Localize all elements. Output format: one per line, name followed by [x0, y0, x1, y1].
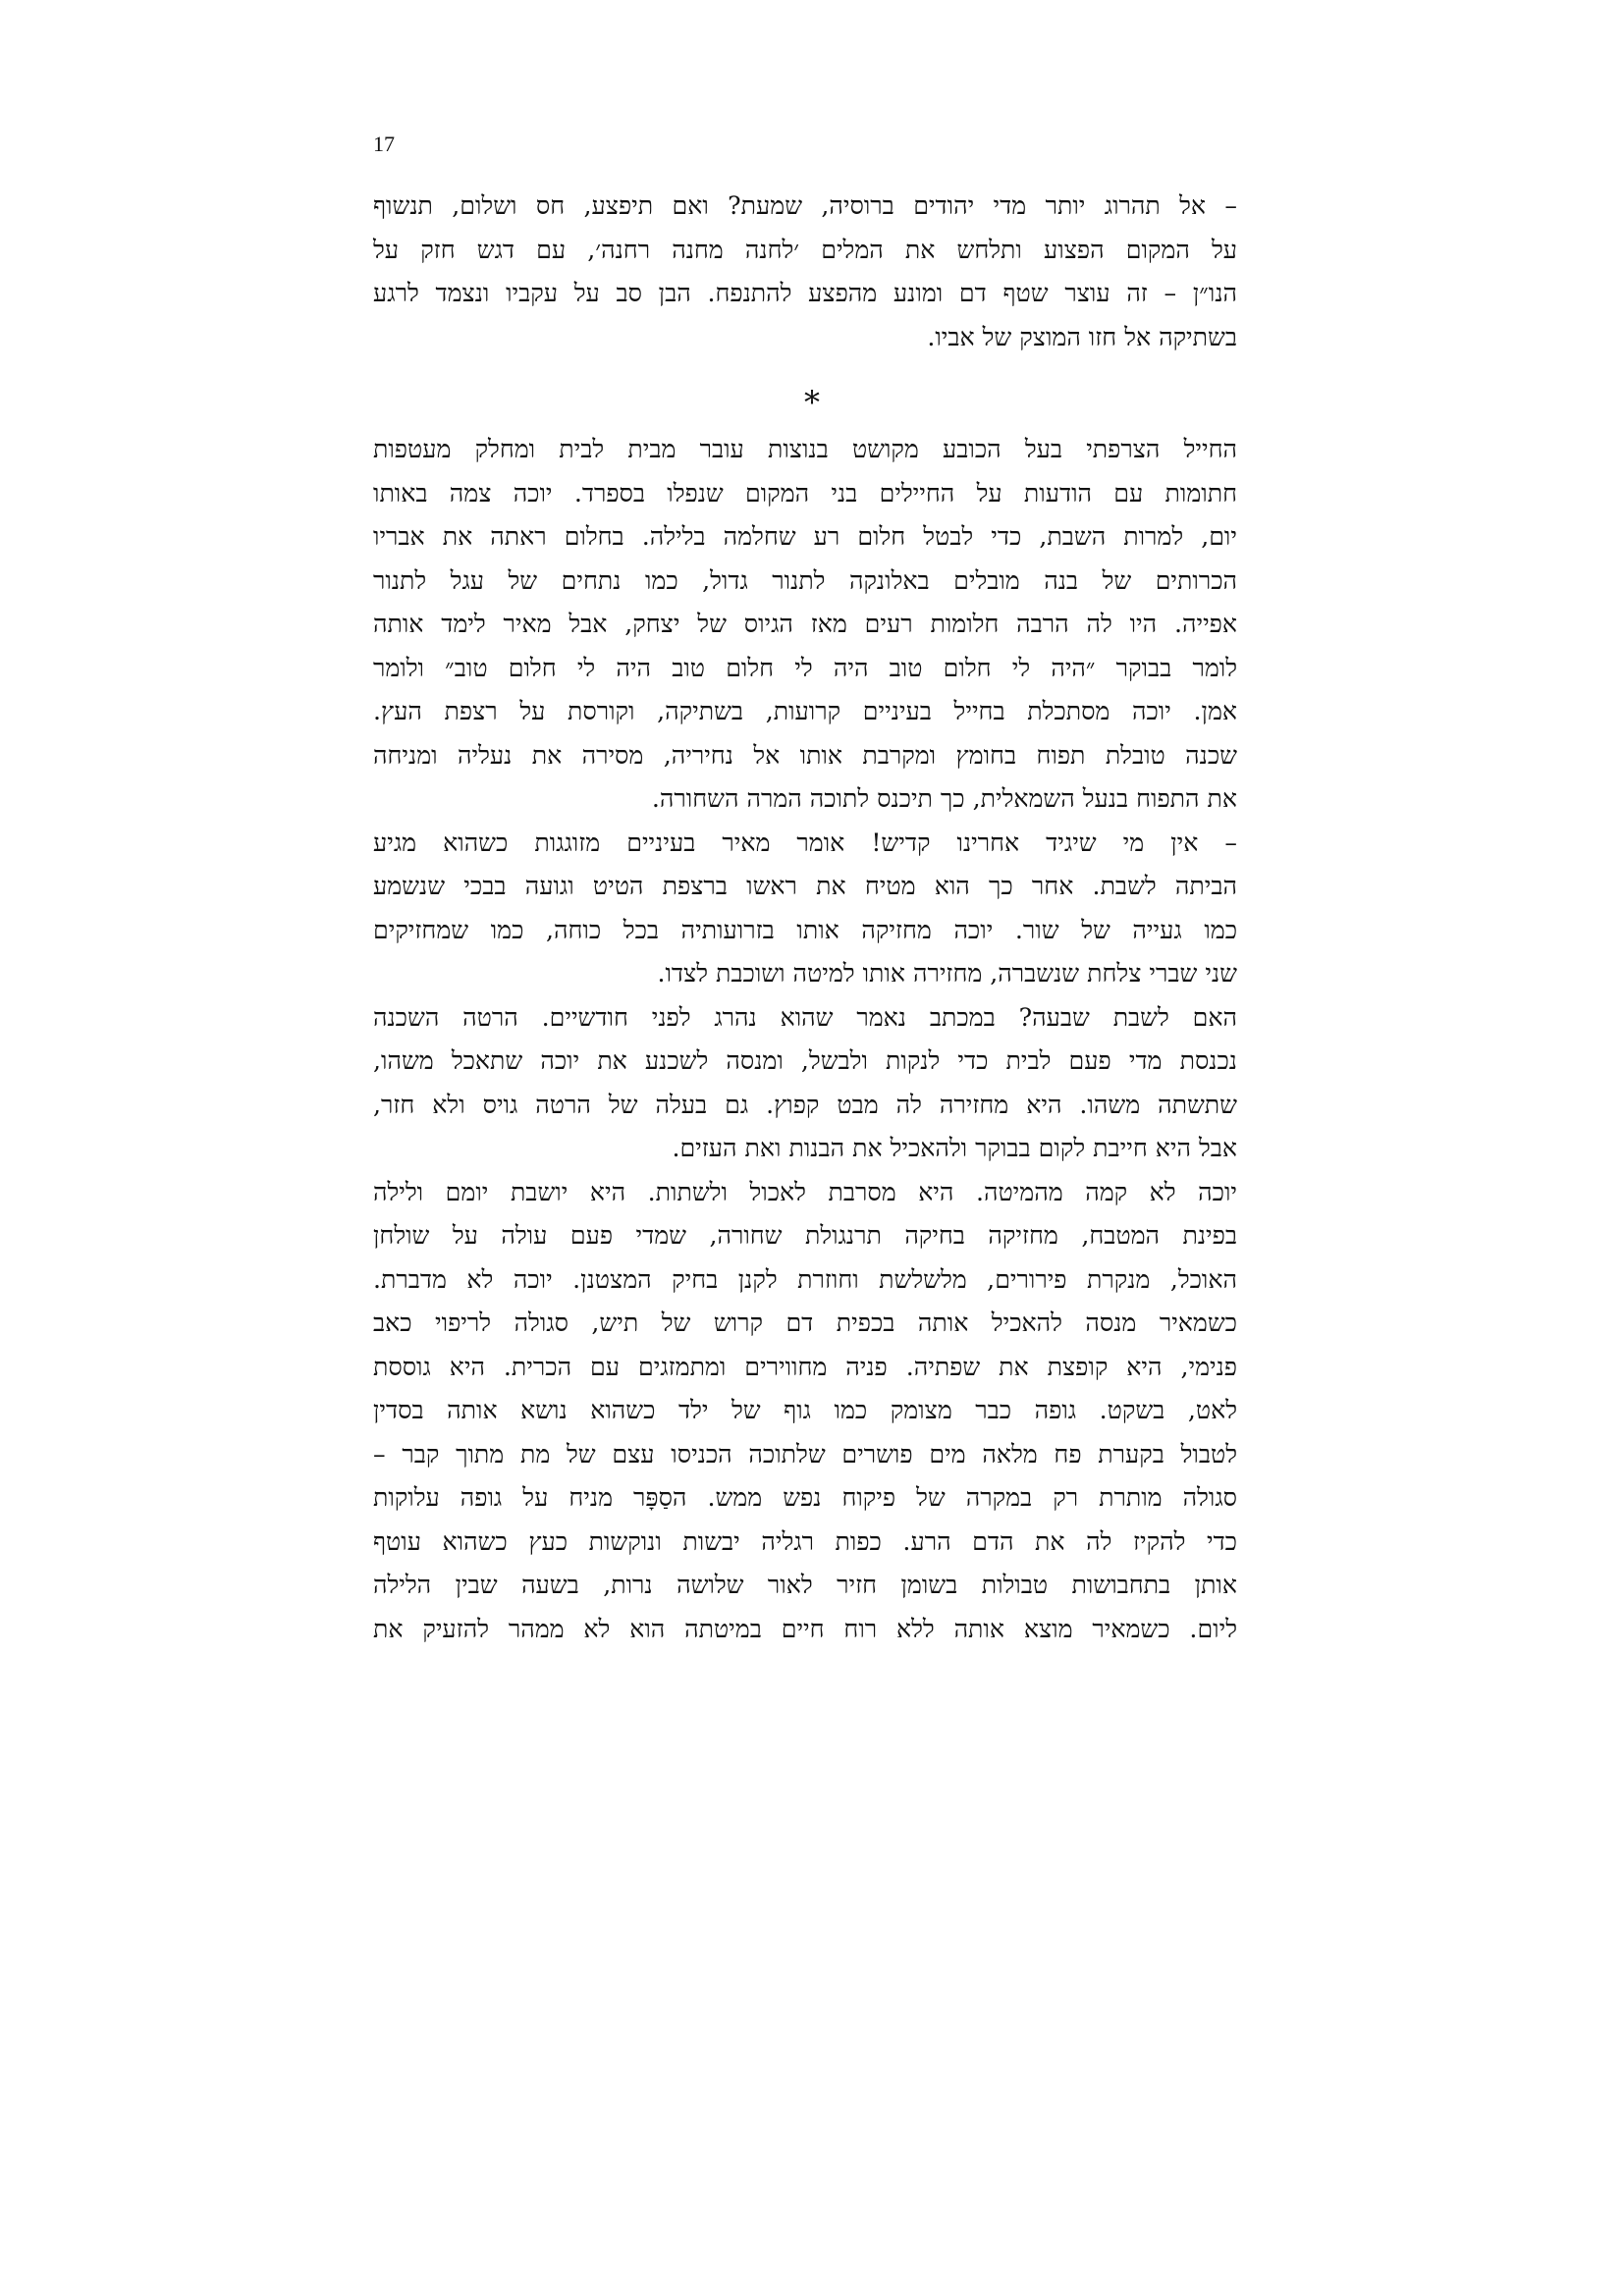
text-line: – אל תהרוג יותר מדי יהודים ברוסיה, שמעת? ואם תיפצע, חס ושלום, תנשוף [373, 191, 1237, 220]
text-line: את התפוח בנעל השמאלית, כך תיכנס לתוכה המרה השחורה. [651, 784, 1237, 813]
text-line: בפינת המטבח, מחזיקה בחיקה תרנגולת שחורה, שמדי פעם עולה על שולחן [373, 1221, 1237, 1250]
text-line: אותן בתחבושות טבולות בשומן חזיר לאור שלושה נרות, בשעה שבין הלילה [373, 1571, 1237, 1599]
text-line: שני שברי צלחת שנשברה, מחזירה אותו למיטה ושוכבת לצדו. [657, 959, 1237, 988]
text-line: על המקום הפצוע ותלחש את המלים ׳לחנה מחנה רחנה׳, עם דגש חזק על [373, 235, 1237, 264]
text-line: הביתה לשבת. אחר כך הוא מטיח את ראשו ברצפת הטיט וגועה בבכי שנשמע [373, 872, 1237, 900]
text-line: אפייה. היו לה הרבה חלומות רעים מאז הגיוס של יצחק, אבל מאיר לימד אותה [373, 610, 1237, 638]
text-line: החייל הצרפתי בעל הכובע מקושט בנוצות עובר מבית לבית ומחלק מעטפות [373, 435, 1237, 463]
text-line: כשמאיר מנסה להאכיל אותה בכפית דם קרוש של תיש, סגולה לריפוי כאב [373, 1308, 1237, 1337]
text-line: חתומות עם הודעות על החיילים בני המקום שנפלו בספרד. יוכה צמה באותו [373, 478, 1237, 507]
main-text [373, 428, 1237, 1651]
text-line: בשתיקה אל חזו המוצק של אביו. [927, 322, 1237, 351]
text-line: פנימי, היא קופצת את שפתיה. פניה מחווירים ומתמזגים עם הכרית. היא גוססת [373, 1352, 1237, 1381]
text-line: האם לשבת שבעה? במכתב נאמר שהוא נהרג לפני חודשיים. הרטה השכנה [373, 1002, 1237, 1032]
text-line: האוכל, מנקרת פירורים, מלשלשת וחוזרת לקנן בחיק המצטנן. יוכה לא מדברת. [373, 1264, 1237, 1294]
page-number: 17 [373, 132, 395, 156]
text-line: אבל היא חייבת לקום בבוקר ולהאכיל את הבנות ואת העזים. [672, 1134, 1237, 1162]
text-line: הכרותים של בנה מובלים באלונקה לתנור גדול, כמו נתחים של עגל לתנור [373, 565, 1237, 595]
text-line: – אין מי שיגיד אחרינו קדיש! אומר מאיר בעיניים מזוגגות כשהוא מגיע [373, 828, 1237, 857]
text-line: יוכה לא קמה מהמיטה. היא מסרבת לאכול ולשתות. היא יושבת יומם ולילה [373, 1177, 1237, 1206]
text-line: לטבול בקערת פח מלאה מים פושרים שלתוכה הכניסו עצם של מת מתוך קבר – [373, 1439, 1237, 1468]
text-line: הנו״ן – זה עוצר שטף דם ומונע מהפצע להתנפח. הבן סב על עקביו ונצמד לרגע [373, 279, 1237, 307]
text-line: נכנסת מדי פעם לבית כדי לנקות ולבשל, ומנסה לשכנע את יוכה שתאכל משהו, [373, 1046, 1237, 1075]
text-line: כדי להקיז לה את הדם הרע. כפות רגליה יבשות ונוקשות כעץ כשהוא עוטף [373, 1526, 1237, 1556]
text-line: שכנה טובלת תפוח בחומץ ומקרבת אותו אל נחיריה, מסירה את נעליה ומניחה [373, 740, 1237, 770]
text-line: סגולה מותרת רק במקרה של פיקוח נפש ממש. הסַפָּר מניח על גופה עלוקות [373, 1483, 1237, 1512]
text-line: יום, למרות השבת, כדי לבטל חלום רע שחלמה בלילה. בחלום ראתה את אבריו [373, 522, 1237, 551]
text-line: ליום. כשמאיר מוצא אותה ללא רוח חיים במיטתה הוא לא ממהר להזעיק את [373, 1614, 1237, 1643]
text-line: לומר בבוקר ״היה לי חלום טוב היה לי חלום טוב היה לי חלום טוב״ ולומר [373, 653, 1238, 682]
opening-paragraph [373, 185, 1237, 359]
text-line: כמו געייה של שור. יוכה מחזיקה אותו בזרועותיה בכל כוחה, כמו שמחזיקים [373, 915, 1237, 944]
section-divider: * [804, 384, 820, 421]
text-line: אמן. יוכה מסתכלת בחייל בעיניים קרועות, בשתיקה, וקורסת על רצפת העץ. [373, 697, 1237, 725]
text-line: לאט, בשקט. גופה כבר מצומק כמו גוף של ילד כשהוא נושא אותה בסדין [373, 1396, 1237, 1424]
text-line: שתשתה משהו. היא מחזירה לה מבט קפוץ. גם בעלה של הרטה גויס ולא חזר, [373, 1090, 1237, 1119]
